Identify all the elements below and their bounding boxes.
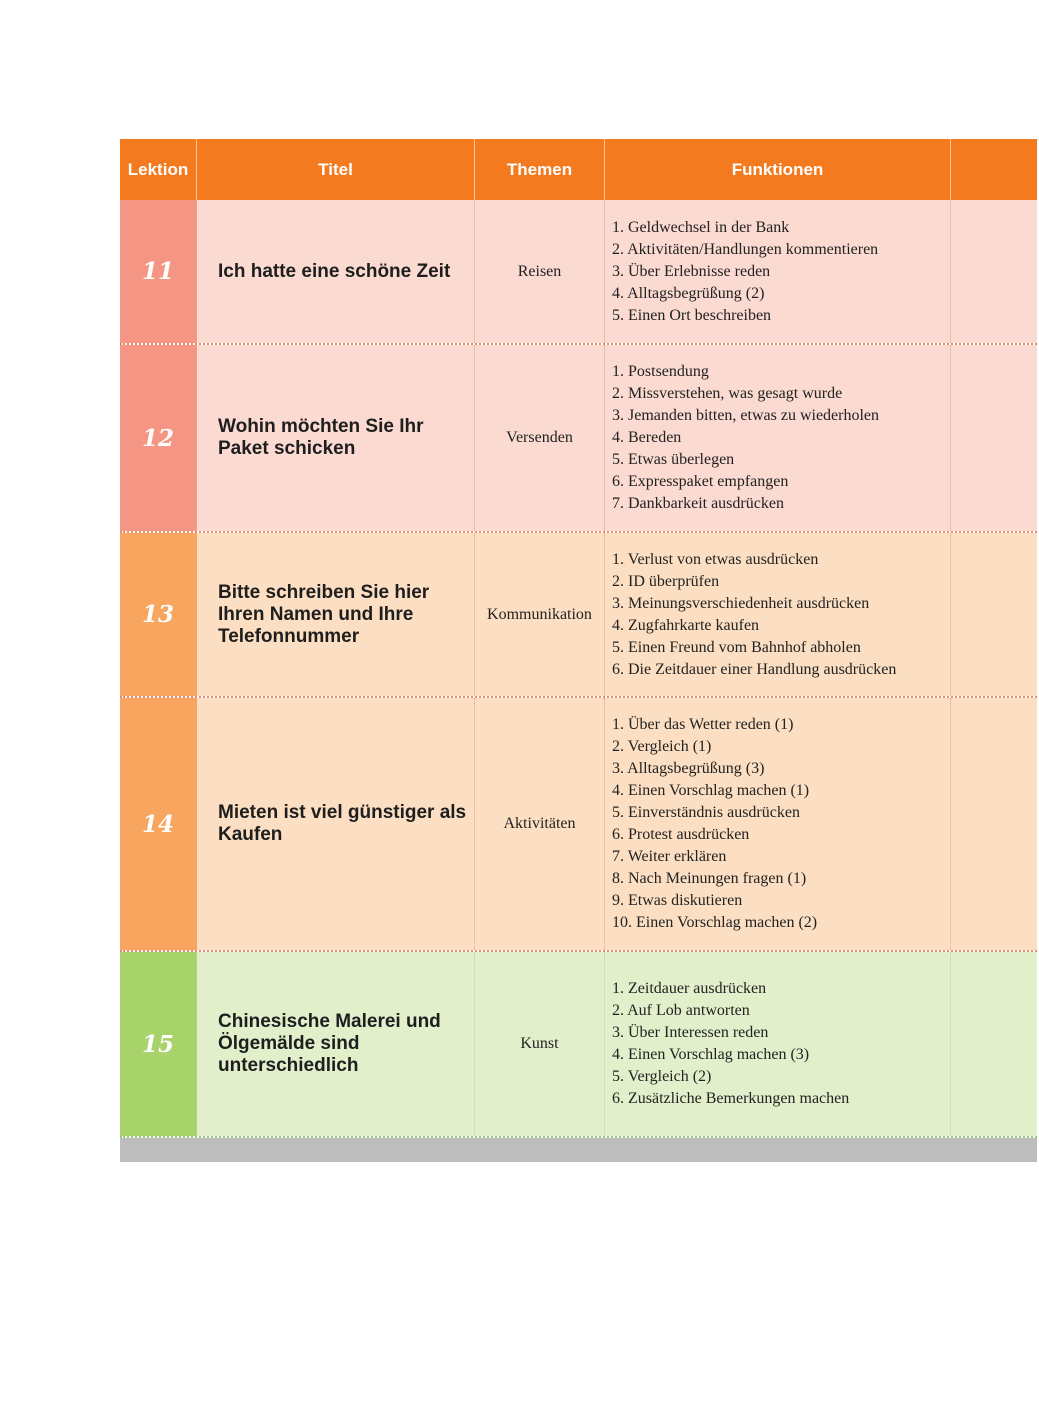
empty-cell	[951, 952, 1037, 1136]
lesson-number-cell	[120, 345, 197, 531]
list-item: 8. Nach Meinungen fragen (1)	[612, 870, 807, 887]
list-item: 5. Einverständnis ausdrücken	[612, 804, 800, 821]
header-titel: Titel	[197, 139, 475, 200]
lesson-number-cell	[120, 952, 197, 1136]
table-row	[120, 200, 1037, 345]
lesson-functions-cell	[605, 200, 951, 343]
list-item: 2. ID überprüfen	[612, 572, 720, 590]
list-item: 7. Dankbarkeit ausdrücken	[612, 495, 784, 512]
lesson-title: Chinesische Malerei und Ölgemälde sind unterschiedlich	[218, 1011, 441, 1076]
lesson-topic: Kunst	[520, 1035, 559, 1052]
list-item: 2. Missverstehen, was gesagt wurde	[612, 385, 843, 402]
list-item: 6. Protest ausdrücken	[612, 826, 750, 843]
list-item: 1. Zeitdauer ausdrücken	[612, 980, 767, 997]
function-list	[612, 217, 878, 327]
list-item: 1. Postsendung	[612, 363, 709, 380]
list-item: 2. Vergleich (1)	[612, 738, 712, 755]
lesson-title-cell	[197, 952, 475, 1136]
list-item: 4. Alltagsbegrüßung (2)	[612, 284, 765, 302]
list-item: 9. Etwas diskutieren	[612, 892, 743, 909]
list-item: 5. Etwas überlegen	[612, 451, 735, 468]
list-item: 4. Zugfahrkarte kaufen	[612, 616, 760, 634]
lesson-number: 11	[141, 258, 174, 285]
lesson-title: Bitte schreiben Sie hier Ihren Namen und Ihre Telefonnummer	[218, 581, 430, 647]
list-item: 3. Über Interessen reden	[612, 1024, 769, 1041]
table-row	[120, 345, 1037, 533]
header-funktionen: Funktionen	[605, 139, 951, 200]
header-themen: Themen	[475, 139, 605, 200]
list-item: 2. Aktivitäten/Handlungen kommentieren	[612, 240, 879, 258]
function-list	[612, 714, 817, 934]
lesson-topic: Aktivitäten	[503, 815, 576, 832]
list-item: 5. Vergleich (2)	[612, 1068, 712, 1085]
list-item: 5. Einen Freund vom Bahnhof abholen	[612, 638, 861, 656]
lesson-topic-cell	[475, 345, 605, 531]
header-lektion: Lektion	[120, 139, 197, 200]
lesson-title: Ich hatte eine schöne Zeit	[218, 260, 451, 282]
list-item: 7. Weiter erklären	[612, 848, 727, 865]
lesson-topic: Kommunikation	[487, 605, 592, 623]
list-item: 6. Expresspaket empfangen	[612, 473, 789, 490]
lesson-number-cell	[120, 533, 197, 696]
lesson-topic-cell	[475, 698, 605, 950]
lesson-title-cell	[197, 200, 475, 343]
empty-cell	[951, 345, 1037, 531]
lesson-functions-cell	[605, 345, 951, 531]
list-item: 3. Meinungsverschiedenheit ausdrücken	[612, 594, 870, 612]
list-item: 1. Verlust von etwas ausdrücken	[612, 550, 819, 568]
lesson-title: Wohin möchten Sie Ihr Paket schicken	[218, 416, 424, 459]
function-list	[612, 361, 879, 515]
lesson-title-cell	[197, 698, 475, 950]
list-item: 2. Auf Lob antworten	[612, 1002, 750, 1019]
lesson-number: 13	[141, 601, 174, 628]
empty-cell	[951, 200, 1037, 343]
list-item: 3. Jemanden bitten, etwas zu wiederholen	[612, 407, 880, 424]
table-of-contents	[120, 139, 1037, 1162]
function-list	[612, 549, 896, 681]
lesson-topic: Reisen	[517, 262, 562, 280]
lesson-topic-cell	[475, 533, 605, 696]
lesson-number: 15	[141, 1030, 174, 1058]
lesson-topic: Versenden	[506, 429, 573, 446]
list-item: 4. Einen Vorschlag machen (1)	[612, 782, 810, 799]
lesson-number-cell	[120, 698, 197, 950]
list-item: 1. Über das Wetter reden (1)	[612, 716, 794, 733]
table-row	[120, 698, 1037, 952]
list-item: 3. Über Erlebnisse reden	[612, 262, 771, 280]
table-row	[120, 952, 1037, 1138]
table-header	[120, 139, 1037, 200]
lesson-number: 12	[141, 424, 174, 452]
lesson-topic-cell	[475, 200, 605, 343]
lesson-title-cell	[197, 345, 475, 531]
list-item: 1. Geldwechsel in der Bank	[612, 218, 790, 236]
list-item: 4. Einen Vorschlag machen (3)	[612, 1046, 810, 1063]
list-item: 10. Einen Vorschlag machen (2)	[612, 914, 818, 931]
lesson-number: 14	[141, 810, 174, 838]
list-item: 6. Die Zeitdauer einer Handlung ausdrücken	[612, 660, 897, 678]
lesson-title: Mieten ist viel günstiger als Kaufen	[218, 802, 467, 845]
footer-bar	[120, 1138, 1037, 1162]
empty-cell	[951, 698, 1037, 950]
list-item: 3. Alltagsbegrüßung (3)	[612, 760, 765, 777]
function-list	[612, 978, 849, 1110]
lesson-topic-cell	[475, 952, 605, 1136]
list-item: 4. Bereden	[612, 429, 682, 446]
header-empty	[951, 139, 1037, 200]
table-row	[120, 533, 1037, 698]
list-item: 5. Einen Ort beschreiben	[612, 306, 772, 324]
lesson-number-cell	[120, 200, 197, 343]
lesson-title-cell	[197, 533, 475, 696]
lesson-functions-cell	[605, 952, 951, 1136]
lesson-functions-cell	[605, 698, 951, 950]
list-item: 6. Zusätzliche Bemerkungen machen	[612, 1090, 850, 1107]
empty-cell	[951, 533, 1037, 696]
lesson-functions-cell	[605, 533, 951, 696]
